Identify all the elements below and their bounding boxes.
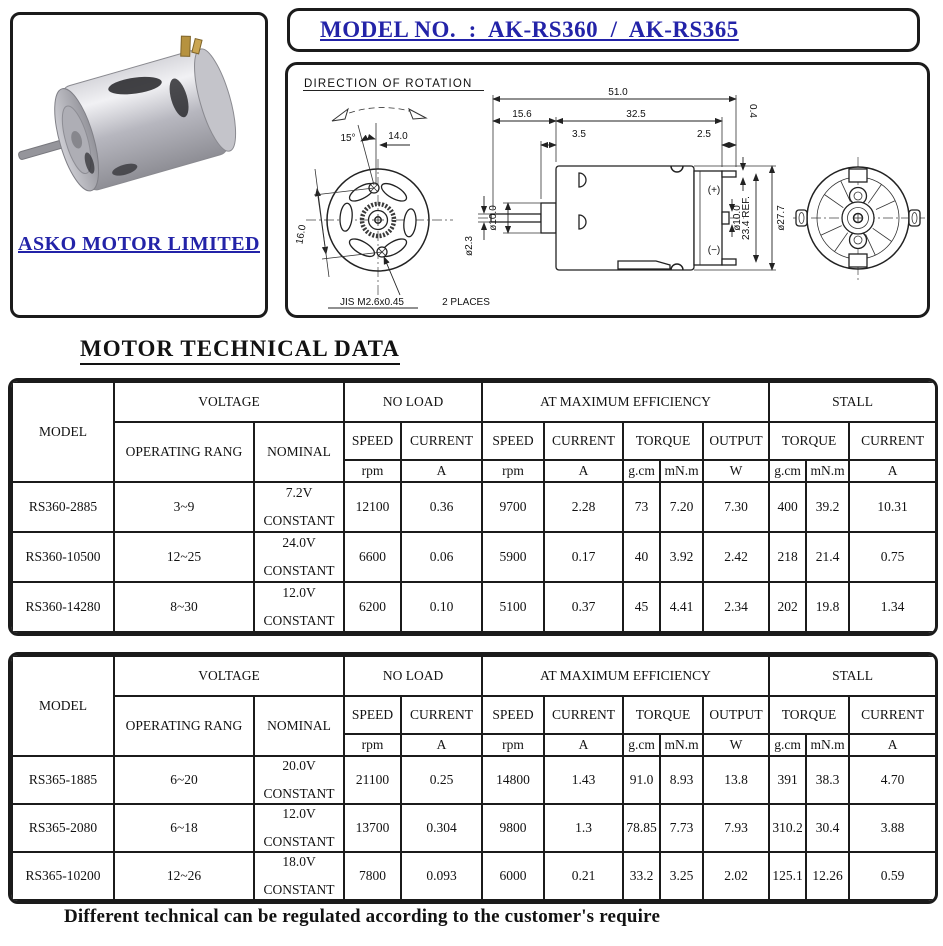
nominal-voltage: 12.0V xyxy=(282,806,316,821)
dim-23-4-ref: 23.4 REF. xyxy=(741,196,752,240)
unit-a: A xyxy=(849,460,936,482)
cell-output: 7.93 xyxy=(703,804,769,852)
cell-maxeff-torque-gcm: 73 xyxy=(623,482,660,532)
col-header-torque: TORQUE xyxy=(769,422,849,460)
col-header-no-load: NO LOAD xyxy=(344,656,482,696)
nominal-voltage: 20.0V xyxy=(282,758,316,773)
cell-nominal xyxy=(254,582,344,632)
col-header-nominal: NOMINAL xyxy=(254,696,344,756)
unit-mnm: mN.m xyxy=(806,460,849,482)
dim-51-0: 51.0 xyxy=(608,87,628,98)
cell-output: 13.8 xyxy=(703,756,769,804)
dim-15-6: 15.6 xyxy=(512,109,532,120)
nominal-voltage: 7.2V xyxy=(285,485,313,500)
brush-cap-top xyxy=(849,169,867,182)
unit-gcm: g.cm xyxy=(769,460,806,482)
col-header-model: MODEL xyxy=(12,656,114,756)
cell-output: 7.30 xyxy=(703,482,769,532)
cell-stall-current: 0.75 xyxy=(849,532,936,582)
cell-noload-current: 0.06 xyxy=(401,532,482,582)
cell-noload-current: 0.093 xyxy=(401,852,482,900)
dim-3-5: 3.5 xyxy=(572,129,586,140)
section-title: MOTOR TECHNICAL DATA xyxy=(80,336,400,365)
unit-rpm: rpm xyxy=(482,460,544,482)
nominal-mode: CONSTANT xyxy=(263,613,335,628)
cell-stall-torque-gcm: 125.1 xyxy=(769,852,806,900)
cell-maxeff-torque-gcm: 91.0 xyxy=(623,756,660,804)
cell-stall-torque-mnm: 38.3 xyxy=(806,756,849,804)
cell-output: 2.34 xyxy=(703,582,769,632)
cell-maxeff-current: 1.3 xyxy=(544,804,623,852)
cell-noload-speed: 6200 xyxy=(344,582,401,632)
unit-a: A xyxy=(544,734,623,756)
unit-w: W xyxy=(703,734,769,756)
cell-stall-torque-gcm: 218 xyxy=(769,532,806,582)
cell-stall-torque-gcm: 202 xyxy=(769,582,806,632)
cell-noload-current: 0.304 xyxy=(401,804,482,852)
unit-rpm: rpm xyxy=(344,460,401,482)
cell-maxeff-torque-mnm: 3.92 xyxy=(660,532,703,582)
col-header-current: CURRENT xyxy=(544,696,623,734)
terminal-minus-label: (−) xyxy=(707,245,721,256)
spec-table-rs365 xyxy=(8,652,938,904)
cell-stall-torque-gcm: 310.2 xyxy=(769,804,806,852)
col-header-torque: TORQUE xyxy=(769,696,849,734)
unit-rpm: rpm xyxy=(482,734,544,756)
cell-output: 2.02 xyxy=(703,852,769,900)
col-header-speed: SPEED xyxy=(482,422,544,460)
rotation-arrows-icon xyxy=(332,108,426,121)
spec-row xyxy=(12,756,936,804)
spec-row xyxy=(12,804,936,852)
spec-row xyxy=(12,482,936,532)
cell-stall-current: 3.88 xyxy=(849,804,936,852)
dim-0-4: 0.4 xyxy=(747,104,758,118)
unit-mnm: mN.m xyxy=(660,734,703,756)
cell-stall-torque-mnm: 12.26 xyxy=(806,852,849,900)
cell-maxeff-speed: 9800 xyxy=(482,804,544,852)
col-header-speed: SPEED xyxy=(344,696,401,734)
cell-nominal xyxy=(254,804,344,852)
cell-maxeff-torque-mnm: 8.93 xyxy=(660,756,703,804)
cell-model: RS360-14280 xyxy=(12,582,114,632)
cell-noload-current: 0.10 xyxy=(401,582,482,632)
drawing-title: DIRECTION OF ROTATION xyxy=(304,78,473,90)
cell-maxeff-torque-mnm: 3.25 xyxy=(660,852,703,900)
col-header-speed: SPEED xyxy=(344,422,401,460)
unit-w: W xyxy=(703,460,769,482)
col-header-speed: SPEED xyxy=(482,696,544,734)
col-header-max-efficiency: AT MAXIMUM EFFICIENCY xyxy=(482,656,769,696)
col-header-voltage: VOLTAGE xyxy=(114,382,344,422)
unit-a: A xyxy=(544,460,623,482)
cell-stall-current: 0.59 xyxy=(849,852,936,900)
terminal-plus-label: (+) xyxy=(707,185,721,196)
cell-maxeff-torque-gcm: 33.2 xyxy=(623,852,660,900)
brand-name: ASKO MOTOR LIMITED xyxy=(18,233,260,255)
dim-2-5: 2.5 xyxy=(697,129,711,140)
model-no-banner xyxy=(287,8,920,52)
nominal-voltage: 18.0V xyxy=(282,854,316,869)
cell-stall-current: 4.70 xyxy=(849,756,936,804)
spec-row xyxy=(12,582,936,632)
spec-table-rs360 xyxy=(8,378,938,636)
model-no-text: MODEL NO. : AK-RS360 / AK-RS365 xyxy=(320,17,739,42)
cell-operating-range: 6~20 xyxy=(114,756,254,804)
col-header-nominal: NOMINAL xyxy=(254,422,344,482)
col-header-current: CURRENT xyxy=(849,422,936,460)
cell-maxeff-torque-gcm: 45 xyxy=(623,582,660,632)
cell-noload-speed: 12100 xyxy=(344,482,401,532)
dim-dia-10-left: ø10.0 xyxy=(488,205,499,231)
cell-stall-torque-mnm: 39.2 xyxy=(806,482,849,532)
cell-nominal xyxy=(254,532,344,582)
cell-noload-speed: 21100 xyxy=(344,756,401,804)
col-header-stall: STALL xyxy=(769,656,936,696)
cell-stall-current: 10.31 xyxy=(849,482,936,532)
cell-operating-range: 8~30 xyxy=(114,582,254,632)
col-header-operating-range: OPERATING RANG xyxy=(114,696,254,756)
cell-operating-range: 12~26 xyxy=(114,852,254,900)
dim-angle-15: 15° xyxy=(340,133,356,144)
screw-places: 2 PLACES xyxy=(442,297,490,308)
technical-drawing xyxy=(288,65,927,315)
col-header-operating-range: OPERATING RANG xyxy=(114,422,254,482)
cell-stall-current: 1.34 xyxy=(849,582,936,632)
cell-noload-speed: 7800 xyxy=(344,852,401,900)
nominal-voltage: 24.0V xyxy=(282,535,316,550)
cell-nominal xyxy=(254,482,344,532)
motor-photo xyxy=(16,19,264,229)
unit-mnm: mN.m xyxy=(660,460,703,482)
cell-maxeff-torque-mnm: 7.73 xyxy=(660,804,703,852)
dim-32-5: 32.5 xyxy=(626,109,646,120)
dim-14-0: 14.0 xyxy=(388,131,408,142)
cell-operating-range: 3~9 xyxy=(114,482,254,532)
cell-noload-current: 0.25 xyxy=(401,756,482,804)
nominal-mode: CONSTANT xyxy=(263,786,335,801)
cell-operating-range: 12~25 xyxy=(114,532,254,582)
cell-maxeff-torque-mnm: 4.41 xyxy=(660,582,703,632)
unit-a: A xyxy=(849,734,936,756)
nominal-mode: CONSTANT xyxy=(263,882,335,897)
cell-noload-speed: 6600 xyxy=(344,532,401,582)
col-header-max-efficiency: AT MAXIMUM EFFICIENCY xyxy=(482,382,769,422)
cell-maxeff-current: 1.43 xyxy=(544,756,623,804)
col-header-current: CURRENT xyxy=(544,422,623,460)
nominal-mode: CONSTANT xyxy=(263,834,335,849)
col-header-output: OUTPUT xyxy=(703,696,769,734)
unit-rpm: rpm xyxy=(344,734,401,756)
side-view xyxy=(478,166,744,270)
unit-a: A xyxy=(401,734,482,756)
spec-row xyxy=(12,852,936,900)
col-header-no-load: NO LOAD xyxy=(344,382,482,422)
col-header-model: MODEL xyxy=(12,382,114,482)
col-header-stall: STALL xyxy=(769,382,936,422)
cell-model: RS360-2885 xyxy=(12,482,114,532)
cell-stall-torque-gcm: 400 xyxy=(769,482,806,532)
front-view xyxy=(306,159,453,302)
cell-maxeff-torque-mnm: 7.20 xyxy=(660,482,703,532)
footer-note: Different technical can be regulated according to the customer's require xyxy=(64,906,661,927)
cell-model: RS365-10200 xyxy=(12,852,114,900)
cell-output: 2.42 xyxy=(703,532,769,582)
unit-a: A xyxy=(401,460,482,482)
col-header-torque: TORQUE xyxy=(623,422,703,460)
terminal-negative xyxy=(722,259,736,265)
col-header-current: CURRENT xyxy=(849,696,936,734)
technical-drawing-panel xyxy=(285,62,930,318)
col-header-current: CURRENT xyxy=(401,422,482,460)
cell-model: RS365-2080 xyxy=(12,804,114,852)
cell-maxeff-torque-gcm: 78.85 xyxy=(623,804,660,852)
cell-maxeff-speed: 9700 xyxy=(482,482,544,532)
cell-nominal xyxy=(254,756,344,804)
cell-operating-range: 6~18 xyxy=(114,804,254,852)
nominal-voltage: 12.0V xyxy=(282,585,316,600)
cell-noload-speed: 13700 xyxy=(344,804,401,852)
cell-noload-current: 0.36 xyxy=(401,482,482,532)
dim-dia-2-3: ø2.3 xyxy=(464,235,475,257)
col-header-voltage: VOLTAGE xyxy=(114,656,344,696)
unit-gcm: g.cm xyxy=(623,460,660,482)
dim-16-0: 16.0 xyxy=(294,224,309,246)
terminal-positive xyxy=(722,171,736,177)
cell-maxeff-speed: 6000 xyxy=(482,852,544,900)
cell-maxeff-torque-gcm: 40 xyxy=(623,532,660,582)
col-header-torque: TORQUE xyxy=(623,696,703,734)
cell-nominal xyxy=(254,852,344,900)
unit-gcm: g.cm xyxy=(769,734,806,756)
brush-cap-bottom xyxy=(849,254,867,267)
nominal-mode: CONSTANT xyxy=(263,513,335,528)
rear-view xyxy=(793,157,925,281)
cell-maxeff-current: 0.21 xyxy=(544,852,623,900)
cell-maxeff-current: 0.17 xyxy=(544,532,623,582)
cell-maxeff-current: 2.28 xyxy=(544,482,623,532)
dim-dia-10-right: ø10.0 xyxy=(732,205,743,231)
unit-mnm: mN.m xyxy=(806,734,849,756)
cell-maxeff-current: 0.37 xyxy=(544,582,623,632)
spec-row xyxy=(12,532,936,582)
motor-photo-panel xyxy=(10,12,268,318)
col-header-output: OUTPUT xyxy=(703,422,769,460)
cell-maxeff-speed: 14800 xyxy=(482,756,544,804)
nominal-mode: CONSTANT xyxy=(263,563,335,578)
cell-maxeff-speed: 5100 xyxy=(482,582,544,632)
cell-stall-torque-gcm: 391 xyxy=(769,756,806,804)
cell-maxeff-speed: 5900 xyxy=(482,532,544,582)
cell-model: RS365-1885 xyxy=(12,756,114,804)
screw-spec: JIS M2.6x0.45 xyxy=(340,297,404,308)
cell-stall-torque-mnm: 30.4 xyxy=(806,804,849,852)
col-header-current: CURRENT xyxy=(401,696,482,734)
cell-model: RS360-10500 xyxy=(12,532,114,582)
dim-dia-27-7: ø27.7 xyxy=(776,205,787,231)
unit-gcm: g.cm xyxy=(623,734,660,756)
cell-stall-torque-mnm: 21.4 xyxy=(806,532,849,582)
cell-stall-torque-mnm: 19.8 xyxy=(806,582,849,632)
